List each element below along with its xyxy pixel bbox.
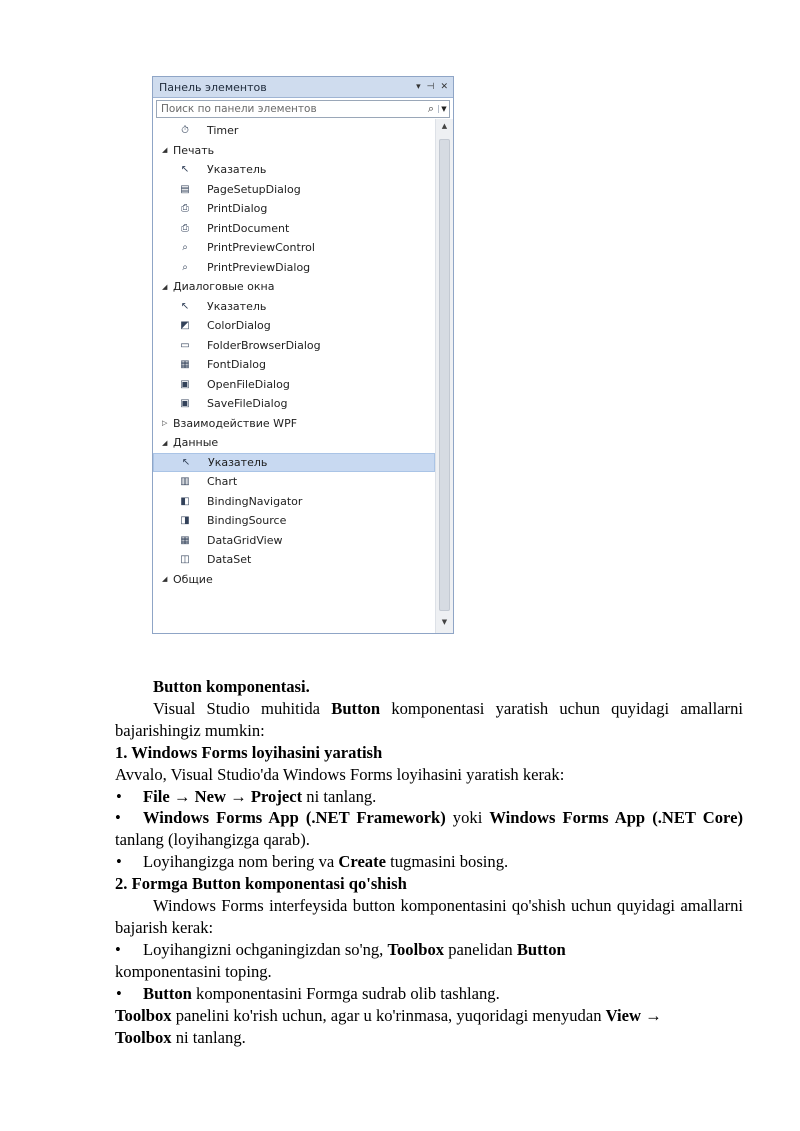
window-position-icon[interactable]: ▾: [416, 82, 421, 92]
toolbox-item[interactable]: [153, 375, 435, 395]
toolbox-item[interactable]: [153, 355, 435, 375]
toolbox-item-label: BindingSource: [207, 514, 287, 528]
toolbox-search-input[interactable]: [157, 102, 424, 116]
toolbox-item-label: PageSetupDialog: [207, 182, 301, 196]
toolbox-item-label: Данные: [173, 436, 219, 450]
toolbox-item[interactable]: [153, 394, 435, 414]
toolbox-item-label: PrintPreviewControl: [207, 241, 315, 255]
toolbox-item-label: ColorDialog: [207, 319, 271, 333]
step-heading: 2. Formga Button komponentasi qo'shish: [115, 874, 407, 894]
toolbox-item-label: FolderBrowserDialog: [207, 338, 321, 352]
paragraph: Toolbox panelini ko'rish uchun, agar u ko'rinmasa, yuqoridagi menyudan View → Toolbox ni tanlang.: [115, 1005, 662, 1047]
expanded-triangle-icon[interactable]: ◢: [162, 575, 168, 584]
color-dialog-icon: ◩: [180, 320, 190, 332]
timer-icon: ⏱: [181, 125, 189, 137]
toolbox-item[interactable]: [153, 238, 435, 258]
list-item: • Windows Forms App (.NET Framework) yoki Windows Forms App (.NET Core) tanlang (loyihangizga qarab).: [115, 808, 743, 850]
toolbox-search-box: [156, 100, 450, 118]
save-file-icon: ▣: [180, 398, 190, 410]
binding-navigator-icon: ◧: [180, 495, 190, 507]
binding-source-icon: ◨: [180, 515, 190, 527]
toolbox-item-label: OpenFileDialog: [207, 377, 290, 391]
folder-icon: ▭: [180, 339, 190, 351]
list-item: • Loyihangizni ochganingizdan so'ng, Toolbox panelidan Button komponentasini toping.: [115, 939, 566, 981]
pointer-icon: ↖: [180, 164, 190, 176]
toolbox-item-label: PrintDialog: [207, 202, 268, 216]
print-preview-dialog-icon: ⌕: [182, 261, 188, 273]
toolbox-group-header[interactable]: [153, 570, 435, 590]
paragraph: Visual Studio muhitida Button komponentasi yaratish uchun quyidagi amallarni bajarishingiz mumkin:: [115, 698, 743, 740]
toolbox-list-area: [153, 119, 435, 633]
open-file-icon: ▣: [180, 378, 190, 390]
toolbox-panel: [152, 76, 454, 634]
toolbox-item-label: BindingNavigator: [207, 494, 303, 508]
toolbox-item-label: Указатель: [207, 299, 267, 313]
step-heading: 1. Windows Forms loyihasini yaratish: [115, 742, 383, 762]
font-icon: ▦: [180, 359, 190, 371]
toolbox-group-header[interactable]: [153, 414, 435, 434]
toolbox-list: [153, 121, 435, 589]
toolbox-item-label: PrintPreviewDialog: [207, 260, 311, 274]
toolbox-item[interactable]: [153, 258, 435, 278]
toolbox-group-header[interactable]: [153, 141, 435, 161]
toolbox-item-label: Взаимодействие WPF: [173, 416, 298, 430]
search-icon[interactable]: ⌕: [427, 102, 435, 115]
toolbox-item-label: Диалоговые окна: [173, 280, 275, 294]
list-item: • Button komponentasini Formga sudrab olib tashlang.: [115, 983, 743, 1005]
scroll-up-icon[interactable]: ▲: [441, 122, 448, 130]
toolbox-item-label: Указатель: [208, 455, 268, 469]
toolbox-item[interactable]: [153, 336, 435, 356]
paragraph: Avvalo, Visual Studio'da Windows Forms loyihasini yaratish kerak:: [115, 764, 565, 784]
toolbox-item[interactable]: [153, 492, 435, 512]
list-item: • Loyihangizga nom bering va Create tugmasini bosing.: [115, 851, 743, 873]
paragraph: Windows Forms interfeysida button komponentasini qo'shish uchun quyidagi amallarni bajarish kerak:: [115, 896, 743, 937]
pointer-icon: ↖: [180, 300, 190, 312]
print-preview-icon: ⌕: [182, 242, 188, 254]
toolbox-item-label: DataSet: [207, 553, 252, 567]
toolbox-item[interactable]: [153, 180, 435, 200]
toolbox-item[interactable]: [153, 219, 435, 239]
toolbox-item-label: Timer: [207, 124, 239, 138]
toolbox-item[interactable]: [153, 160, 435, 180]
printer-icon: ⎙: [181, 203, 189, 215]
expanded-triangle-icon[interactable]: ◢: [162, 282, 168, 291]
toolbox-item-label: Печать: [173, 143, 215, 157]
toolbox-item-label: PrintDocument: [207, 221, 290, 235]
toolbox-item[interactable]: [153, 199, 435, 219]
toolbox-item[interactable]: [153, 472, 435, 492]
list-item: • File → New → Project ni tanlang.: [115, 786, 743, 808]
toolbox-item-label: Chart: [207, 475, 238, 489]
page-setup-icon: ▤: [180, 183, 190, 195]
toolbox-group-header[interactable]: [153, 277, 435, 297]
print-document-icon: ⎙: [181, 222, 189, 234]
expanded-triangle-icon[interactable]: ◢: [162, 146, 168, 155]
toolbox-scrollbar[interactable]: [435, 119, 453, 633]
scroll-down-icon[interactable]: ▼: [441, 618, 448, 626]
toolbox-item[interactable]: [153, 511, 435, 531]
toolbox-item-label: DataGridView: [207, 533, 283, 547]
pointer-icon: ↖: [181, 456, 191, 468]
toolbox-group-header[interactable]: [153, 433, 435, 453]
toolbox-item-label: Общие: [173, 572, 213, 586]
chevron-down-icon[interactable]: ▼: [438, 105, 449, 113]
dataset-icon: ◫: [180, 554, 190, 566]
collapsed-triangle-icon[interactable]: ▷: [162, 419, 168, 428]
toolbox-item[interactable]: [153, 121, 435, 141]
toolbox-item[interactable]: [153, 550, 435, 570]
expanded-triangle-icon[interactable]: ◢: [162, 438, 168, 447]
section-heading: Button komponentasi.: [153, 677, 310, 696]
toolbox-item-label: Указатель: [207, 163, 267, 177]
toolbox-item[interactable]: [153, 316, 435, 336]
datagridview-icon: ▦: [180, 534, 190, 546]
scrollbar-thumb[interactable]: [439, 139, 450, 611]
toolbox-title-bar: [153, 77, 453, 98]
toolbox-item-label: FontDialog: [207, 358, 266, 372]
toolbox-item[interactable]: [153, 531, 435, 551]
toolbox-item[interactable]: [153, 453, 435, 473]
toolbox-item[interactable]: [153, 297, 435, 317]
chart-icon: ▥: [180, 476, 190, 488]
pin-icon[interactable]: ⊣: [426, 82, 435, 92]
toolbox-item-label: SaveFileDialog: [207, 397, 288, 411]
document-body: [115, 676, 743, 1048]
close-icon[interactable]: ✕: [440, 82, 448, 92]
toolbox-title: Панель элементов: [159, 80, 267, 94]
